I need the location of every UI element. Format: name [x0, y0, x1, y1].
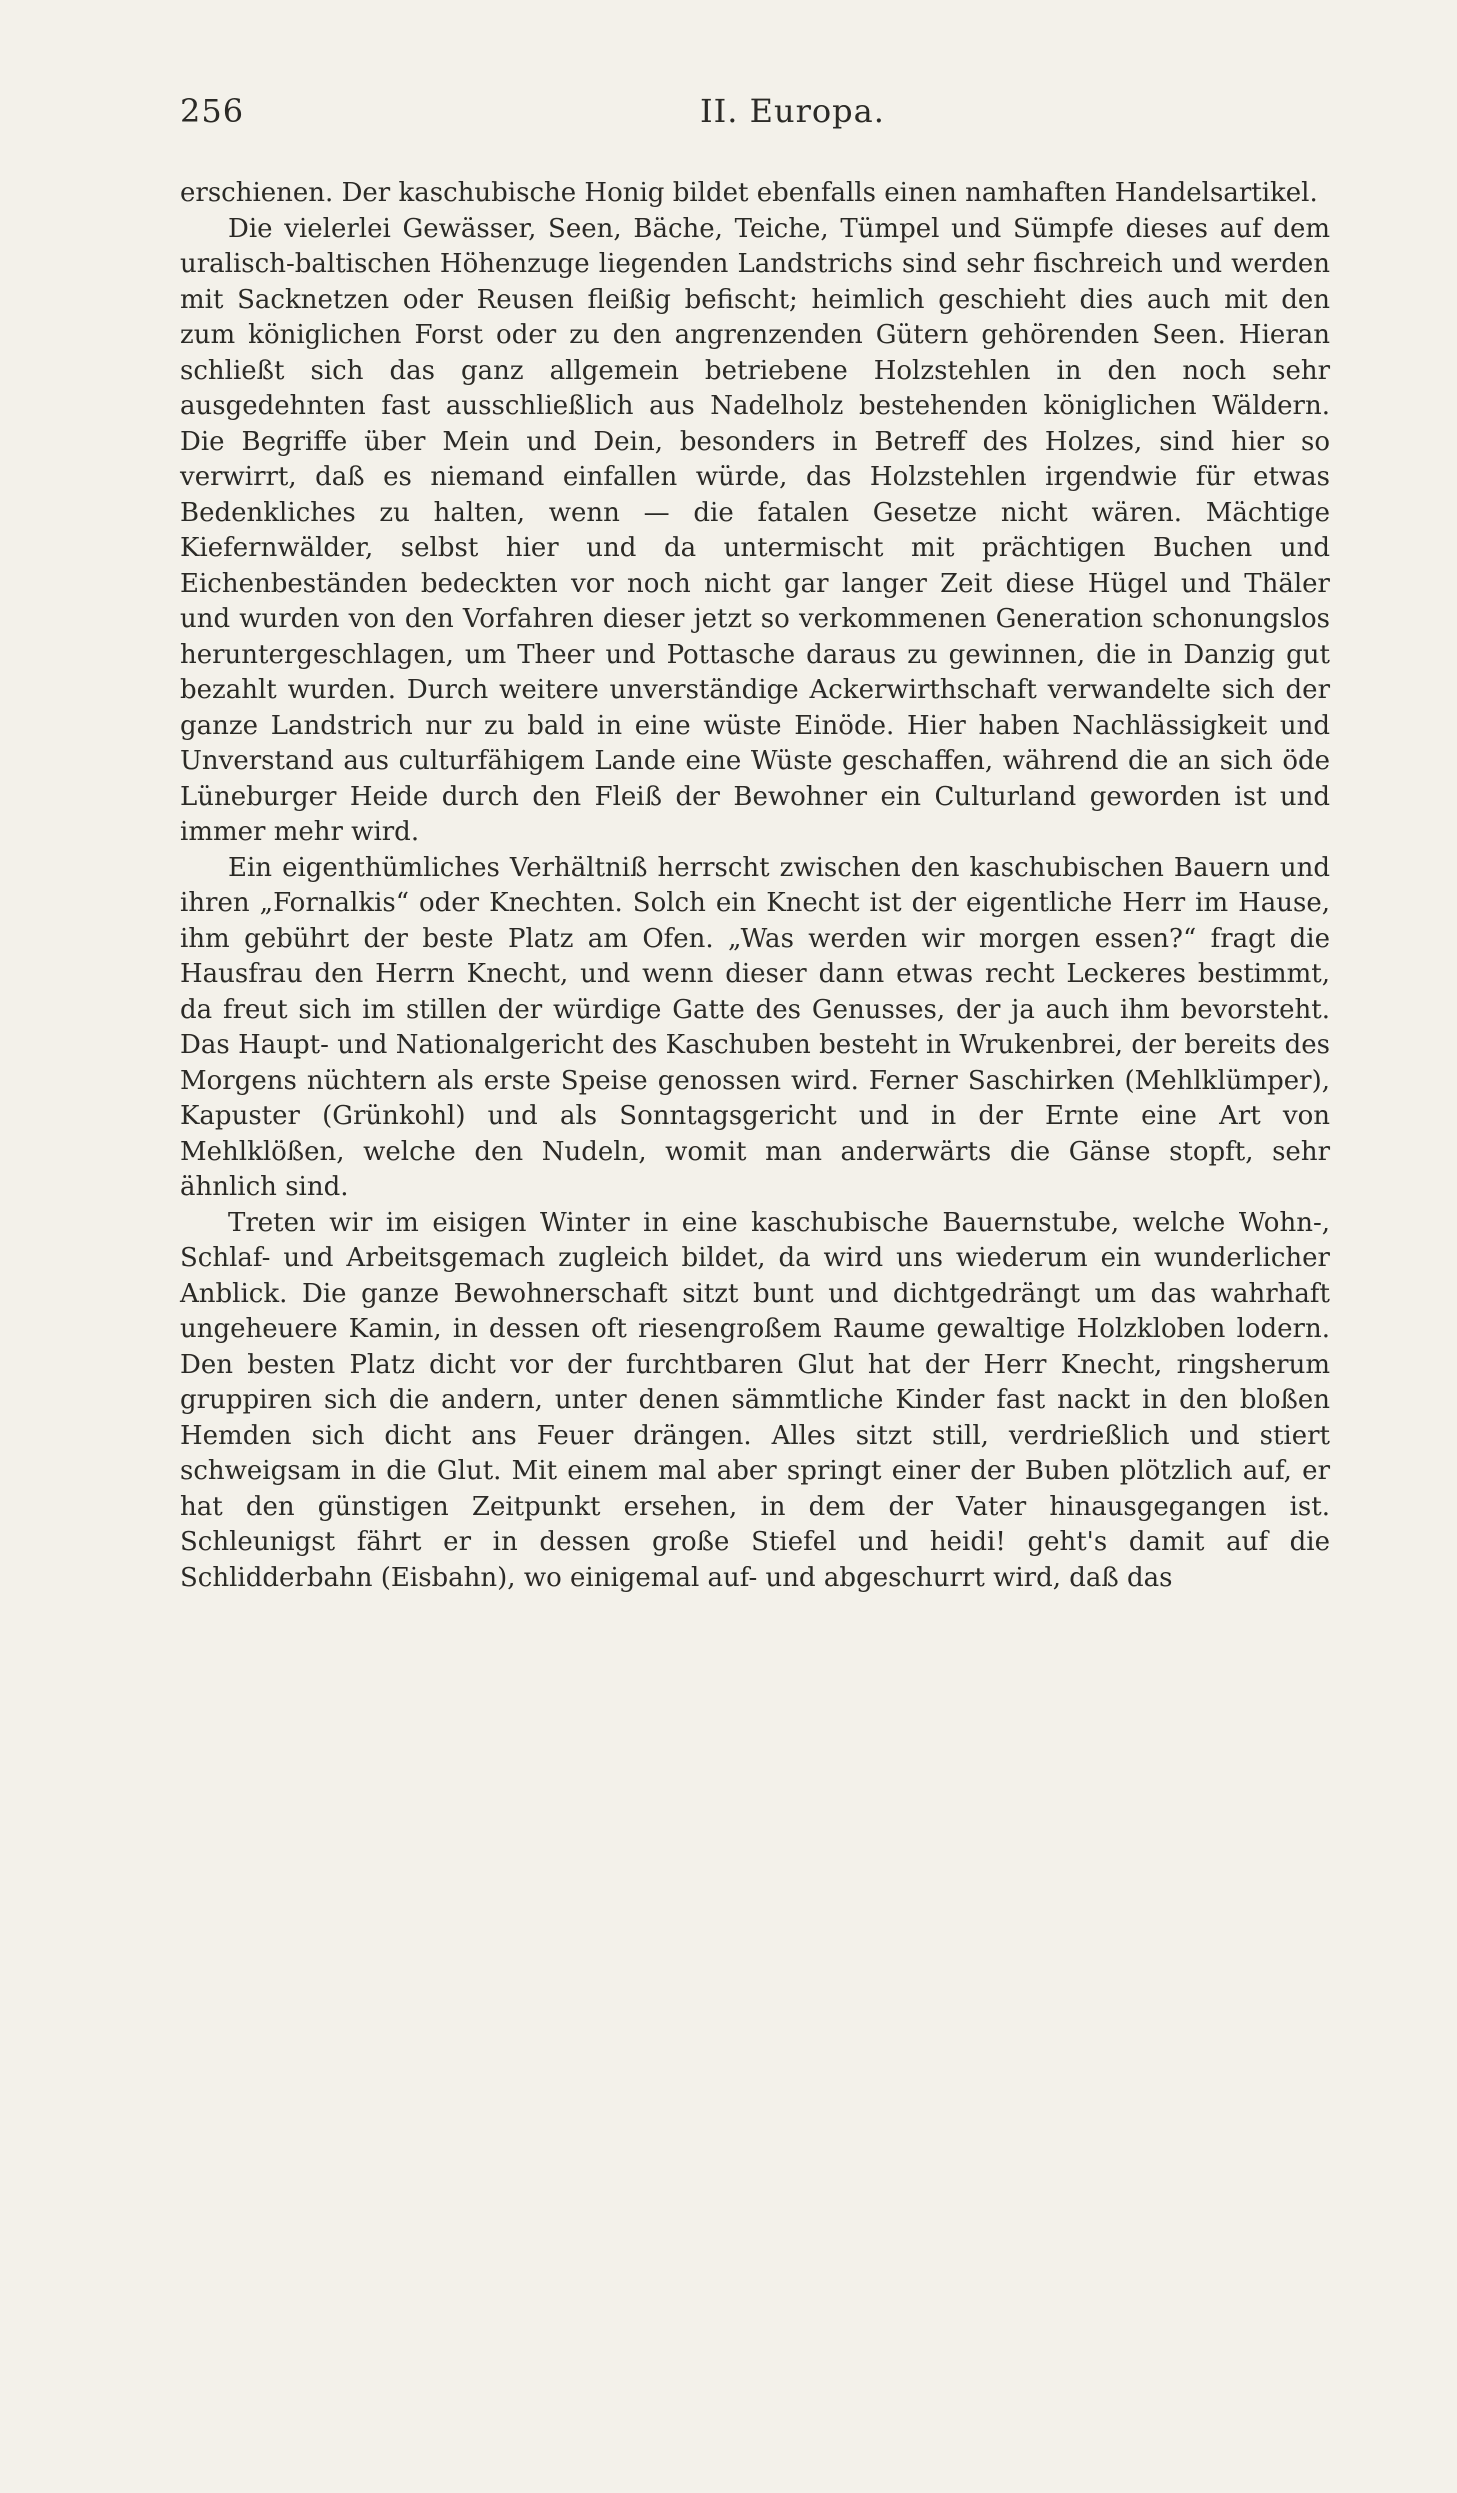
paragraph: erschienen. Der kaschubische Honig bildet ebenfalls einen namhaften Handelsartikel. [180, 178, 1318, 208]
page-header [180, 92, 1330, 142]
paragraph: Treten wir im eisigen Winter in eine kaschubische Bauernstube, welche Wohn-, Schlaf- und Arbeitsgemach zugleich bildet, da wird uns wiederum ein wunderlicher Anblick. Die ganze Bewohnerschaft sitzt bunt und dichtgedrängt um das wahrhaft ungeheuere Kamin, in dessen oft riesengroßem Raume gewaltige Holzkloben lodern. Den besten Platz dicht vor der furchtbaren Glut hat der Herr Knecht, ringsherum gruppiren sich die andern, unter denen sämmtliche Kinder fast nackt in den bloßen Hemden sich dicht ans Feuer drängen. Alles sitzt still, verdrießlich und stiert schweigsam in die Glut. Mit einem mal aber springt einer der Buben plötzlich auf, er hat den günstigen Zeitpunkt ersehen, in dem der Vater hinausgegangen ist. Schleunigst fährt er in dessen große Stiefel und heidi! geht's damit auf die Schlidderbahn (Eisbahn), wo einigemal auf- und abgeschurrt wird, daß das [180, 1207, 1330, 1593]
running-head: II. Europa. [700, 92, 885, 130]
paragraph: Ein eigenthümliches Verhältniß herrscht zwischen den kaschubischen Bauern und ihren „Fornalkis“ oder Knechten. Solch ein Knecht ist der eigentliche Herr im Hause, ihm gebührt der beste Platz am Ofen. „Was werden wir morgen essen?“ fragt die Hausfrau den Herrn Knecht, und wenn dieser dann etwas recht Leckeres bestimmt, da freut sich im stillen der würdige Gatte des Genusses, der ja auch ihm bevorsteht. Das Haupt- und Nationalgericht des Kaschuben besteht in Wrukenbrei, der bereits des Morgens nüchtern als erste Speise genossen wird. Ferner Saschirken (Mehlklümper), Kapuster (Grünkohl) und als Sonntagsgericht und in der Ernte eine Art von Mehlklößen, welche den Nudeln, womit man anderwärts die Gänse stopft, sehr ähnlich sind. [180, 852, 1330, 1202]
body-text [180, 176, 1330, 1596]
page-number: 256 [180, 92, 245, 130]
paragraph: Die vielerlei Gewässer, Seen, Bäche, Teiche, Tümpel und Sümpfe dieses auf dem uralisch-baltischen Höhenzuge liegenden Landstrichs sind sehr fischreich und werden mit Sacknetzen oder Reusen fleißig befischt; heimlich geschieht dies auch mit den zum königlichen Forst oder zu den angrenzenden Gütern gehörenden Seen. Hieran schließt sich das ganz allgemein betriebene Holzstehlen in den noch sehr ausgedehnten fast ausschließlich aus Nadelholz bestehenden königlichen Wäldern. Die Begriffe über Mein und Dein, besonders in Betreff des Holzes, sind hier so verwirrt, daß es niemand einfallen würde, das Holzstehlen irgendwie für etwas Bedenkliches zu halten, wenn — die fatalen Gesetze nicht wären. Mächtige Kiefernwälder, selbst hier und da untermischt mit prächtigen Buchen und Eichenbeständen bedeckten vor noch nicht gar langer Zeit diese Hügel und Thäler und wurden von den Vorfahren dieser jetzt so verkommenen Generation schonungslos heruntergeschlagen, um Theer und Pottasche daraus zu gewinnen, die in Danzig gut bezahlt wurden. Durch weitere unverständige Ackerwirthschaft verwandelte sich der ganze Landstrich nur zu bald in eine wüste Einöde. Hier haben Nachlässigkeit und Unverstand aus culturfähigem Lande eine Wüste geschaffen, während die an sich öde Lüneburger Heide durch den Fleiß der Bewohner ein Culturland geworden ist und immer mehr wird. [180, 213, 1330, 847]
